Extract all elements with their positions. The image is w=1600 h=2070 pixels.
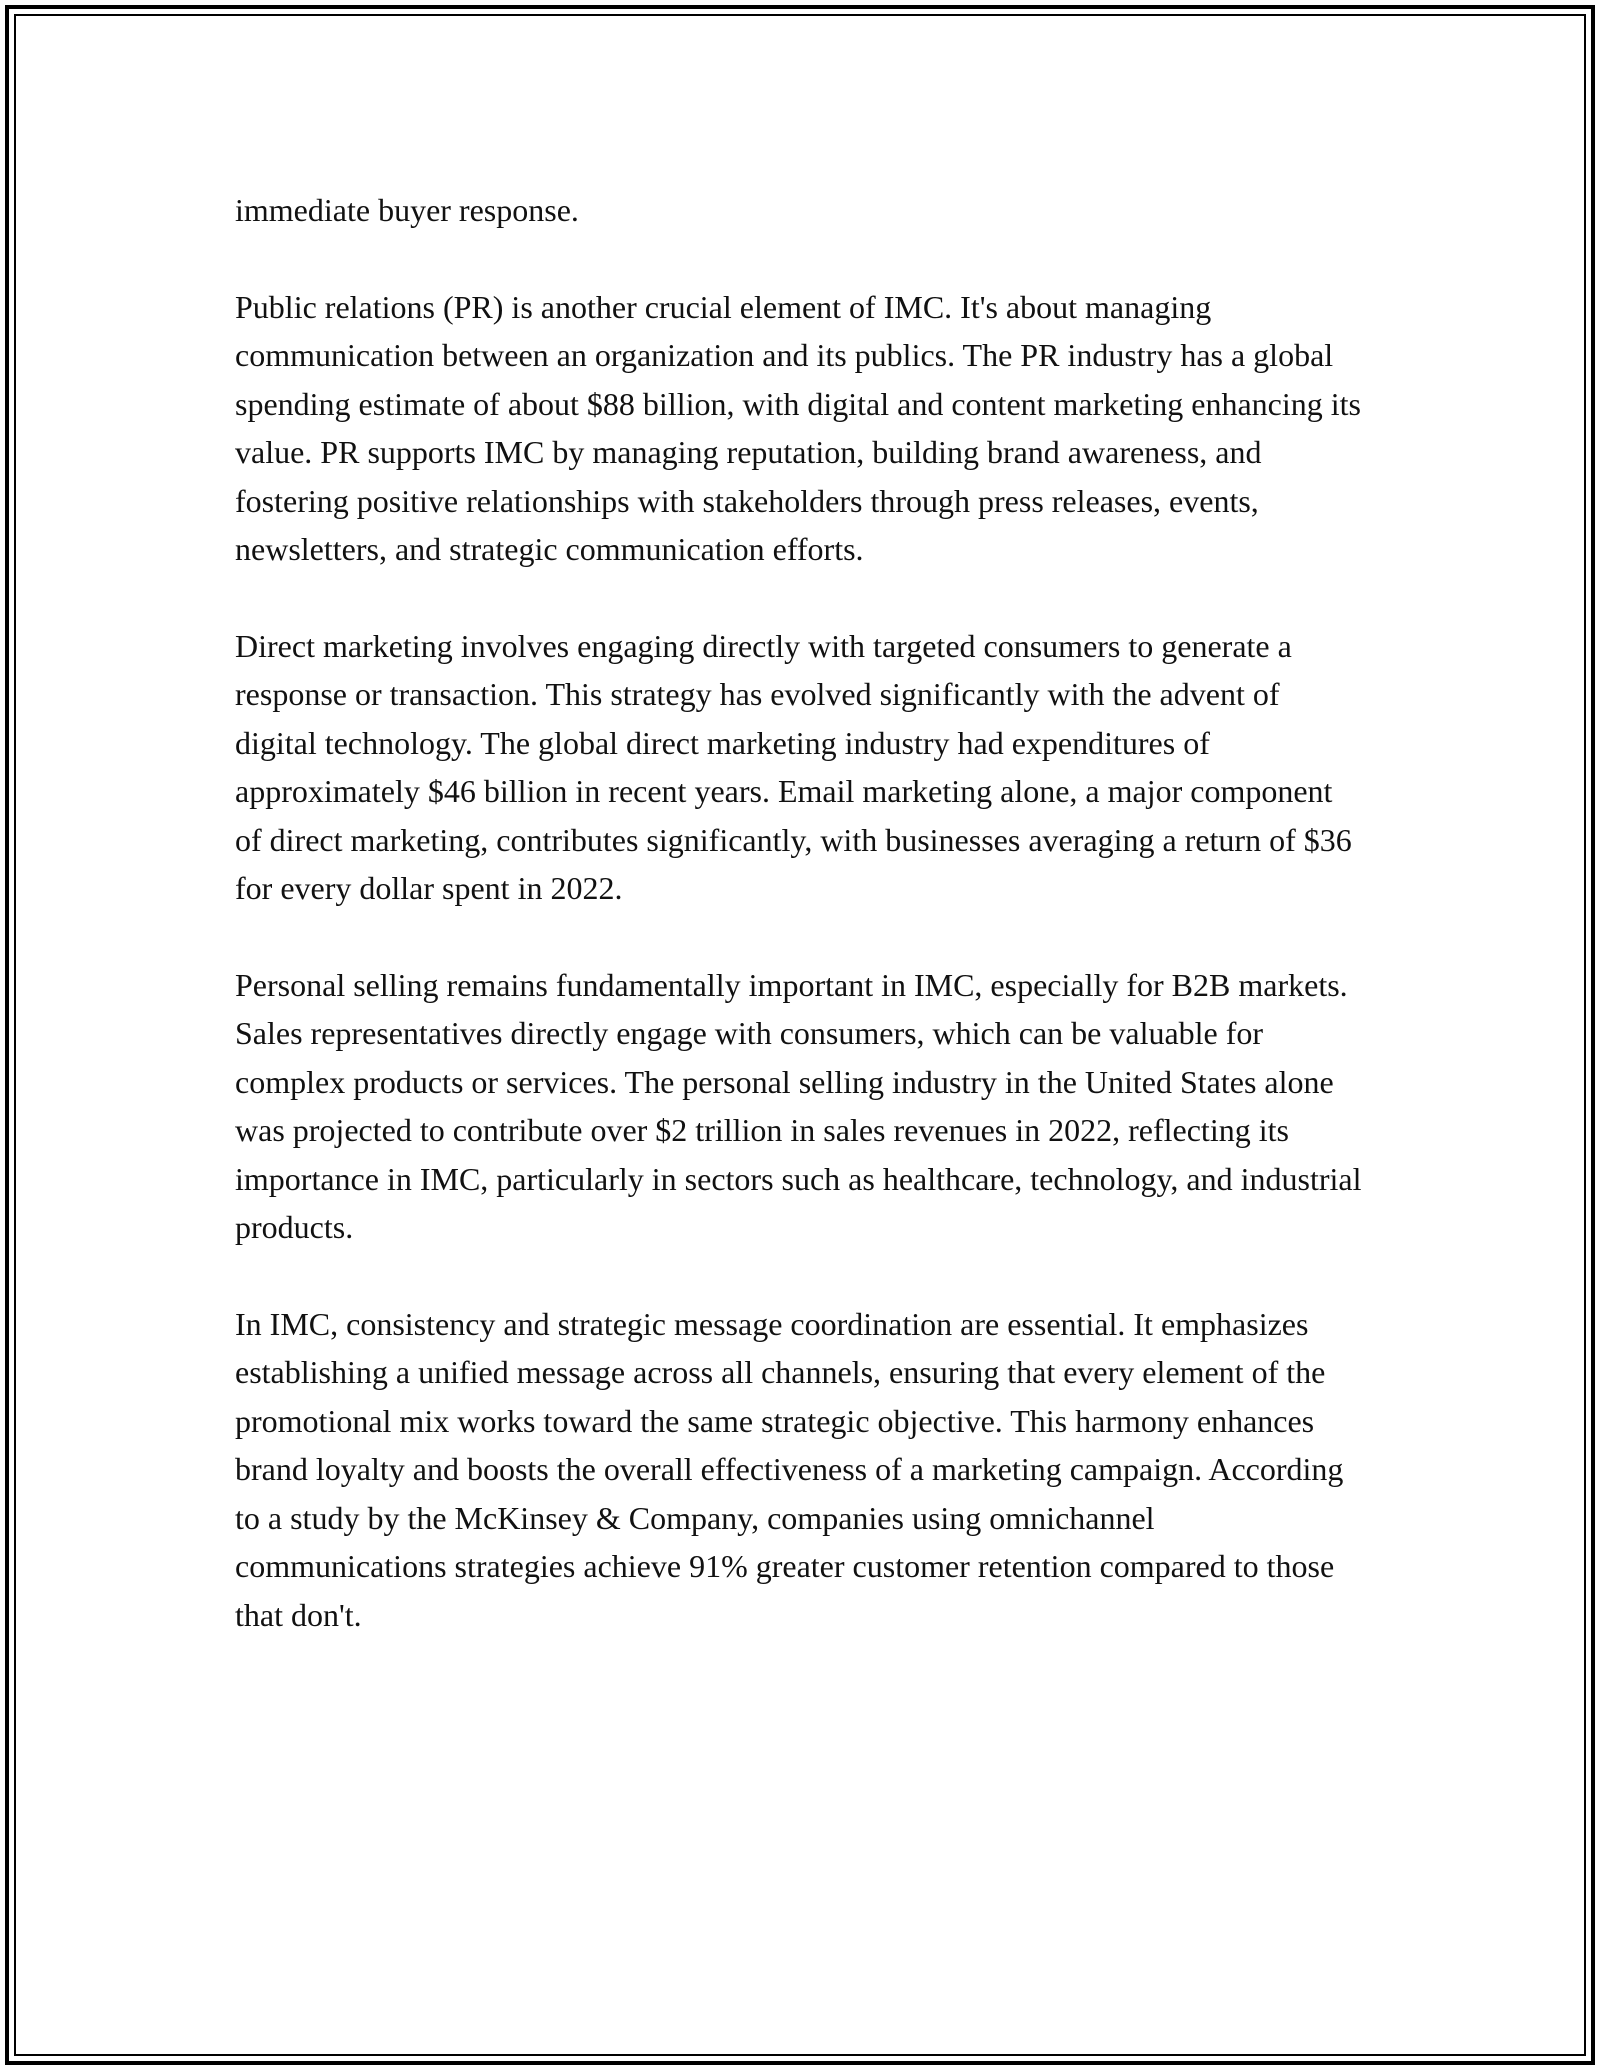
paragraph-continuation: immediate buyer response. bbox=[235, 192, 579, 228]
paragraph-public-relations: Public relations (PR) is another crucial element of IMC. It's about managing communication between an organization and its publics. The PR industry has a global spending estimate of about $88 billion, with digital and content marketing enhancing its value. PR supports IMC by managing reputation, building brand awareness, and fostering positive relationships with stakeholders through press releases, events, newsletters, and strategic communication efforts. bbox=[235, 288, 1361, 567]
paragraph-imc-consistency: In IMC, consistency and strategic message coordination are essential. It emphasizes establishing a unified message across all channels, ensuring that every element of the promotional mix works toward the same strategic objective. This harmony enhances brand loyalty and boosts the overall effectiveness of a marketing campaign. According to a study by the McKinsey & Company, companies using omnichannel communications strategies achieve 91% greater customer retention compared to those that don't. bbox=[235, 1305, 1344, 1633]
paragraph-personal-selling: Personal selling remains fundamentally important in IMC, especially for B2B markets. Sales representatives directly engage with consumers, which can be valuable for complex products or services. The personal selling industry in the United States alone was projected to contribute over $2 trillion in sales revenues in 2022, reflecting its importance in IMC, particularly in sectors such as healthcare, technology, and industrial products. bbox=[235, 966, 1362, 1245]
document-body bbox=[235, 186, 1365, 1639]
paragraph-direct-marketing: Direct marketing involves engaging directly with targeted consumers to generate a response or transaction. This strategy has evolved significantly with the advent of digital technology. The global direct marketing industry had expenditures of approximately $46 billion in recent years. Email marketing alone, a major component of direct marketing, contributes significantly, with businesses averaging a return of $36 for every dollar spent in 2022. bbox=[235, 627, 1352, 906]
